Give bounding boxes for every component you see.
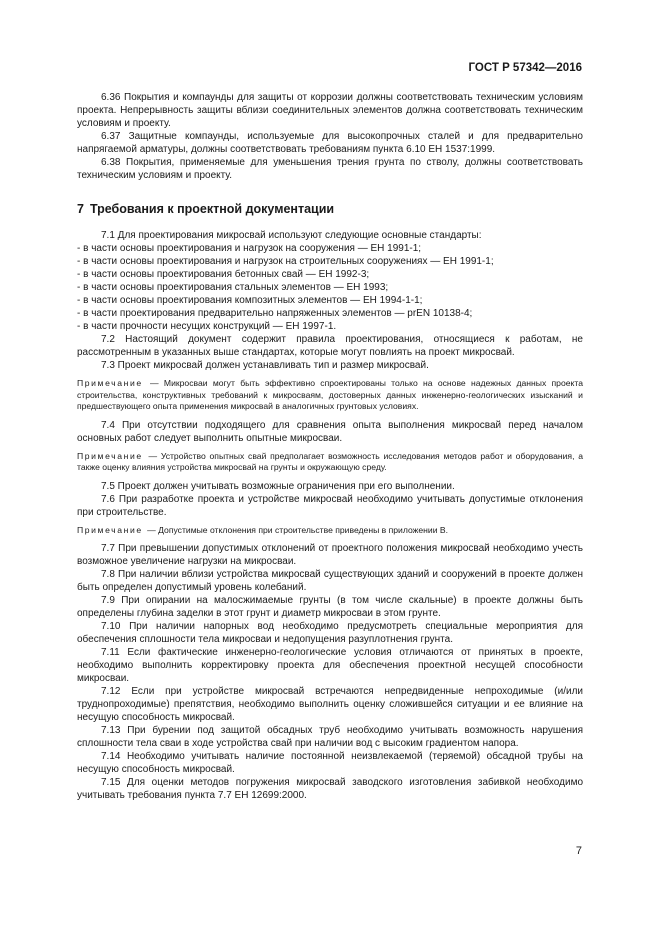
note-1 bbox=[77, 378, 583, 413]
note-label: Примечание bbox=[77, 378, 143, 388]
paragraph-7-13: 7.13 При бурении под защитой обсадных труб необходимо учитывать возможность нарушения сплошности тела сваи в ходе устройства свай при наличии вод с высоким градиентом напора. bbox=[77, 725, 583, 749]
note-label: Примечание bbox=[77, 450, 143, 461]
paragraph-7-8: 7.8 При наличии вблизи устройства микросвай существующих зданий и сооружений в проекте должен быть определен допустимый уровень колебаний. bbox=[77, 569, 583, 593]
paragraph-7-6: 7.6 При разработке проекта и устройстве микросвай необходимо учитывать допустимые отклонения при строительстве. bbox=[77, 493, 583, 518]
note-text: — Микросваи могут быть эффективно спроектированы только на основе надежных данных проекта строительства, конструктивных требований к микросваям, достоверных данных инженерно-геологических изысканий и предшествующего опыта применения микросвай в аналогичных грунтовых условиях. bbox=[77, 378, 583, 411]
paragraph-7-2: 7.2 Настоящий документ содержит правила проектирования, относящиеся к работам, не рассмотренным в указанных выше стандартах, которые могут повлиять на проект микросвай. bbox=[77, 334, 583, 358]
note-text: — Устройство опытных свай предполагает возможность исследования методов работ и оборудования, а также оценку влияния устройства микросвай на грунты и окружающую среду. bbox=[77, 450, 583, 472]
paragraph-7-11: 7.11 Если фактические инженерно-геологические условия отличаются от принятых в проекте, необходимо выполнить корректировку проекта для обеспечения проектной несущей способности микросваи. bbox=[77, 647, 583, 684]
paragraph-7-12: 7.12 Если при устройстве микросвай встречаются непредвиденные непроходимые (и/или труднопроходимые) препятствия, необходимо выполнить оценку сложившейся ситуации и ее влияние на несущую способность микросвай. bbox=[77, 686, 583, 723]
section-title: Требования к проектной документации bbox=[89, 202, 335, 216]
note-3 bbox=[77, 525, 583, 537]
paragraph-7-4: 7.4 При отсутствии подходящего для сравнения опыта выполнения микросвай перед началом основных работ следует выполнить опытные микросваи. bbox=[77, 419, 583, 444]
note-2 bbox=[77, 451, 583, 474]
paragraph-7-14: 7.14 Необходимо учитывать наличие постоянной неизвлекаемой (теряемой) обсадной трубы на несущую способность микросвай. bbox=[77, 751, 583, 775]
list-item: - в части основы проектирования и нагрузок на сооружения — ЕН 1991-1; bbox=[77, 243, 422, 254]
list-item: - в части проектирования предварительно напряженных элементов — prEN 10138-4; bbox=[77, 308, 473, 319]
section-heading bbox=[77, 202, 583, 217]
list-item: - в части основы проектирования бетонных свай — ЕН 1992-3; bbox=[77, 269, 370, 280]
document-code-header: ГОСТ Р 57342—2016 bbox=[468, 62, 582, 74]
paragraph-7-3: 7.3 Проект микросвай должен устанавливать тип и размер микросвай. bbox=[101, 360, 429, 371]
page-content bbox=[77, 91, 583, 802]
section-number: 7 bbox=[77, 202, 84, 216]
list-item: - в части основы проектирования и нагрузок на строительных сооружениях — ЕН 1991-1; bbox=[77, 256, 494, 267]
paragraph-7-5: 7.5 Проект должен учитывать возможные ограничения при его выполнении. bbox=[101, 480, 455, 492]
list-item: - в части основы проектирования композитных элементов — ЕН 1994-1-1; bbox=[77, 295, 423, 306]
list-item: - в части основы проектирования стальных элементов — ЕН 1993; bbox=[77, 282, 389, 293]
list-item: - в части прочности несущих конструкций — ЕН 1997-1. bbox=[77, 321, 337, 332]
paragraph-6-38: 6.38 Покрытия, применяемые для уменьшения трения грунта по стволу, должны соответствовать техническим условиям и проекту. bbox=[77, 157, 583, 181]
paragraph-7-7: 7.7 При превышении допустимых отклонений от проектного положения микросвай необходимо учесть возможное увеличение нагрузки на микросваи. bbox=[77, 543, 583, 567]
page-number: 7 bbox=[575, 845, 582, 857]
paragraph-7-15: 7.15 Для оценки методов погружения микросвай заводского изготовления забивкой необходимо учитывать требования пункта 7.7 ЕН 12699:2000. bbox=[77, 777, 583, 801]
paragraph-7-10: 7.10 При наличии напорных вод необходимо предусмотреть специальные мероприятия для обеспечения сплошности тела микросваи и недопущения разуплотнения грунта. bbox=[77, 621, 583, 645]
paragraph-7-1: 7.1 Для проектирования микросвай используют следующие основные стандарты: bbox=[101, 230, 482, 241]
paragraph-6-37: 6.37 Защитные компаунды, используемые для высокопрочных сталей и для предварительно напрягаемой арматуры, должны соответствовать требованиям пункта 6.10 ЕН 1537:1999. bbox=[77, 131, 583, 155]
note-label: Примечание bbox=[77, 524, 143, 535]
standards-list bbox=[77, 242, 583, 333]
paragraph-6-36: 6.36 Покрытия и компаунды для защиты от коррозии должны соответствовать техническим условиям проекта. Непрерывность защиты вблизи соединительных элементов должна соответствовать техническим условиям и проекту. bbox=[77, 92, 583, 129]
paragraph-7-9: 7.9 При опирании на малосжимаемые грунты (в том числе скальные) в проекте должны быть определены глубина заделки в этот грунт и диаметр микросваи в этом грунте. bbox=[77, 595, 583, 619]
note-text: — Допустимые отклонения при строительстве приведены в приложении В. bbox=[144, 524, 449, 535]
